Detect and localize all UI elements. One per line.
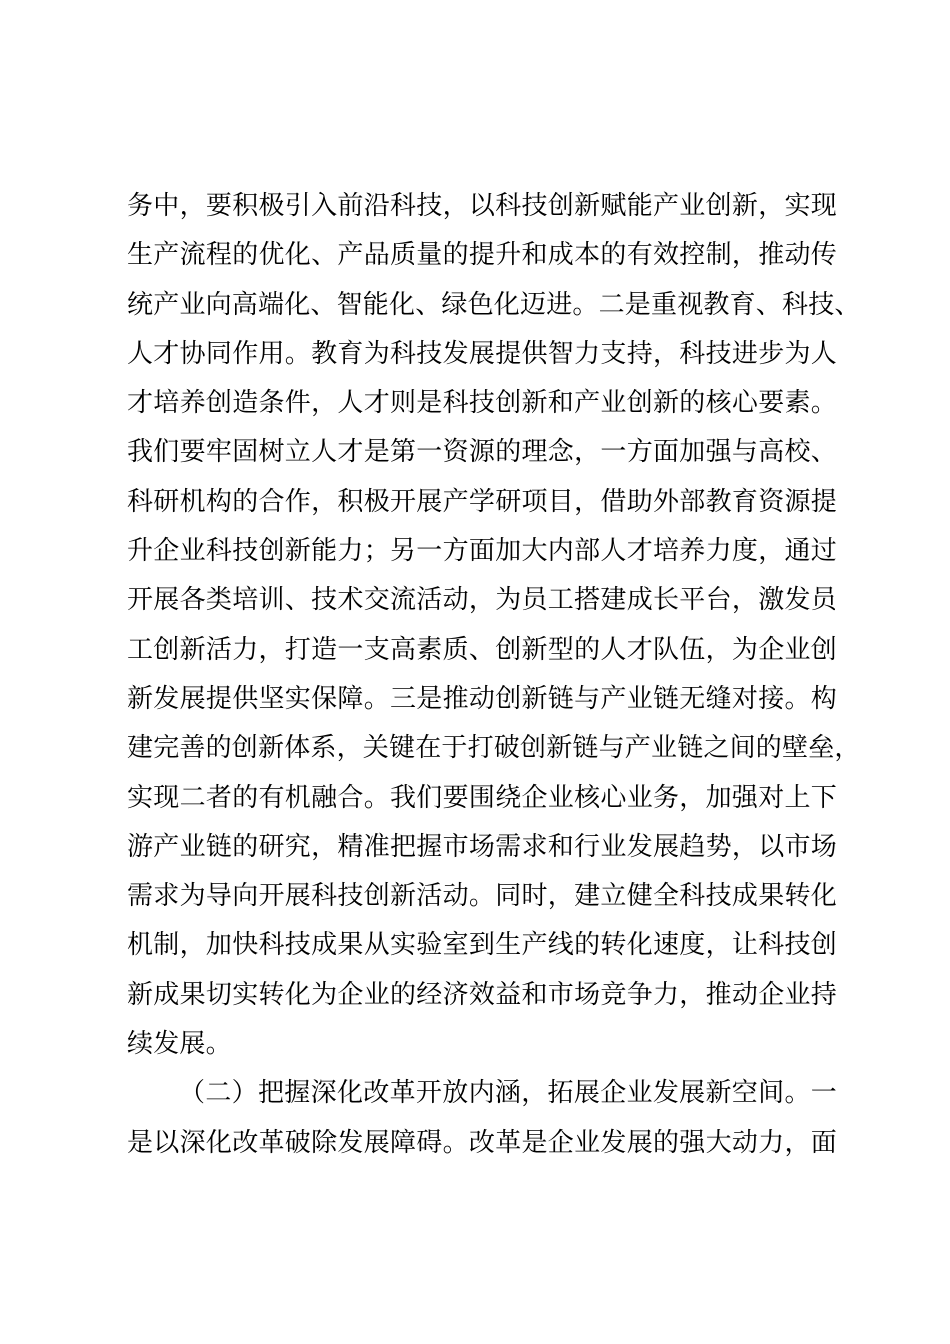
document-body xyxy=(127,182,861,1168)
text-line: 我们要牢固树立人才是第一资源的理念，一方面加强与高校、 xyxy=(127,437,837,468)
text-line: 生产流程的优化、产品质量的提升和成本的有效控制，推动传 xyxy=(127,240,837,271)
text-line: 续发展。 xyxy=(127,1029,232,1060)
text-line: 需求为导向开展科技创新活动。同时，建立健全科技成果转化 xyxy=(127,881,837,912)
paragraph-1 xyxy=(127,182,861,1069)
paragraph-2 xyxy=(127,1069,837,1168)
text-line: 新发展提供坚实保障。三是推动创新链与产业链无缝对接。构 xyxy=(127,683,837,714)
text-line: 升企业科技创新能力；另一方面加大内部人才培养力度，通过 xyxy=(127,536,837,567)
text-line: 新成果切实转化为企业的经济效益和市场竞争力，推动企业持 xyxy=(127,979,837,1010)
text-line: 才培养创造条件，人才则是科技创新和产业创新的核心要素。 xyxy=(127,388,837,419)
text-line: 务中，要积极引入前沿科技，以科技创新赋能产业创新，实现 xyxy=(127,191,837,221)
text-line: 是以深化改革破除发展障碍。改革是企业发展的强大动力，面 xyxy=(127,1127,837,1158)
text-line: 建完善的创新体系，关键在于打破创新链与产业链之间的壁垒， xyxy=(127,733,861,764)
text-line: 工创新活力，打造一支高素质、创新型的人才队伍，为企业创 xyxy=(127,634,837,665)
text-line: 开展各类培训、技术交流活动，为员工搭建成长平台，激发员 xyxy=(127,585,837,616)
text-line: 实现二者的有机融合。我们要围绕企业核心业务，加强对上下 xyxy=(127,782,837,813)
text-line: 统产业向高端化、智能化、绿色化迈进。二是重视教育、科技、 xyxy=(127,289,861,320)
text-line: （二）把握深化改革开放内涵，拓展企业发展新空间。一 xyxy=(179,1078,837,1109)
text-line: 人才协同作用。教育为科技发展提供智力支持，科技进步为人 xyxy=(127,338,837,369)
text-line: 科研机构的合作，积极开展产学研项目，借助外部教育资源提 xyxy=(127,486,837,517)
text-line: 机制，加快科技成果从实验室到生产线的转化速度，让科技创 xyxy=(127,930,837,961)
text-line: 游产业链的研究，精准把握市场需求和行业发展趋势，以市场 xyxy=(127,831,837,862)
